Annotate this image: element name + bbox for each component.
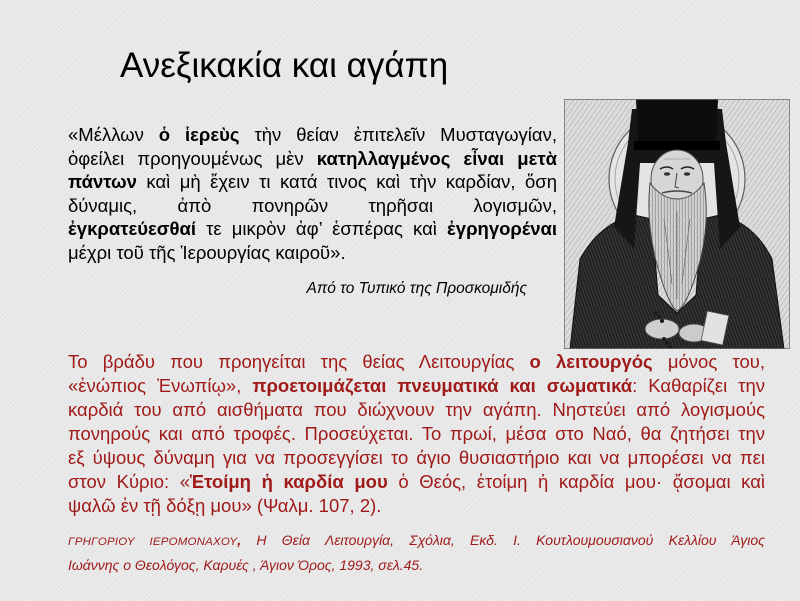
patristic-quote bbox=[68, 123, 557, 265]
quote-line bbox=[68, 123, 557, 147]
quote-text: τὴν θείαν ἐπιτελεῖν Μυσταγωγίαν, bbox=[239, 124, 557, 145]
quote-text: τε μικρὸν ἀφ’ ἑσπέρας καὶ bbox=[195, 218, 447, 240]
commentary-line bbox=[68, 494, 765, 518]
commentary-paragraph bbox=[68, 350, 765, 518]
citation-text: Ιωάννης ο Θεολόγος, Καρυές , Άγιον Όρος, 1993, σελ.45. bbox=[68, 557, 424, 573]
quote-text: ὀφείλει προηγουμένως μὲν bbox=[68, 147, 317, 169]
citation-line bbox=[68, 554, 765, 577]
monk-portrait-image bbox=[564, 99, 790, 349]
commentary-text: : Καθαρίζει την bbox=[632, 375, 766, 396]
quote-line bbox=[68, 147, 557, 171]
quote-emphasis: κατηλλαγμένος εἶναι μετὰ bbox=[316, 147, 557, 169]
monk-hat bbox=[636, 99, 718, 145]
commentary-text: «ἐνώπιος Ἐνωπίῳ», bbox=[68, 375, 253, 396]
citation-line bbox=[68, 529, 765, 554]
commentary-text: πονηρούς και από τροφές. Προσεύχεται. Το πρωί, μέσα στο Ναό, θα ζητήσει την bbox=[68, 423, 765, 444]
commentary-line bbox=[68, 446, 765, 470]
commentary-emphasis: Ἑτοίμη ἡ καρδία μου bbox=[190, 471, 388, 492]
quote-line bbox=[68, 241, 557, 265]
quote-text: καὶ μὴ ἔχειν τι κατά τινος καὶ τὴν καρδίαν, ὅση bbox=[136, 171, 557, 193]
commentary-line bbox=[68, 374, 765, 398]
quote-text: δύναμις, ἀπὸ πονηρῶν τηρῆσαι λογισμῶν, bbox=[68, 194, 557, 216]
commentary-text: ψαλῶ ἐν τῇ δόξῃ μου» (Ψαλμ. 107, 2). bbox=[68, 495, 382, 516]
quote-line bbox=[68, 194, 557, 218]
quote-line bbox=[68, 170, 557, 194]
bibliographic-citation bbox=[68, 529, 765, 577]
quote-emphasis: πάντων bbox=[68, 171, 137, 193]
quote-source: Από το Τυπικό της Προσκομιδής bbox=[306, 280, 527, 297]
quote-text: μέχρι τοῦ τῆς Ἱερουργίας καιροῦ». bbox=[68, 241, 346, 263]
commentary-text: μόνος του, bbox=[652, 351, 765, 372]
commentary-text: Το βράδυ που προηγείται της θείας Λειτουργίας bbox=[68, 351, 530, 372]
quote-emphasis: ὁ ἱερεὺς bbox=[158, 124, 240, 145]
citation-text: Η Θεία Λειτουργία, Σχόλια, Εκδ. Ι. Κουτλουμουσιανού Κελλίου Άγιος bbox=[241, 532, 765, 548]
quote-emphasis: ἐγκρατεύεσθαί bbox=[68, 218, 196, 240]
commentary-line bbox=[68, 422, 765, 446]
commentary-emphasis: προετοιμάζεται πνευματικά και σωματικά bbox=[252, 375, 633, 396]
quote-emphasis: ἐγρηγορέναι bbox=[447, 218, 557, 240]
quote-text: «Μέλλων bbox=[68, 124, 159, 145]
commentary-text: ὁ Θεός, ἑτοίμη ἡ καρδία μου· ᾄσομαι καὶ bbox=[387, 471, 765, 492]
commentary-line bbox=[68, 470, 765, 494]
quote-line bbox=[68, 217, 557, 241]
commentary-line bbox=[68, 398, 765, 422]
citation-author: ΓΡΗΓΟΡΙΟΥ ΙΕΡΟΜΟΝΑΧΟΥ bbox=[68, 536, 238, 548]
commentary-text: στον Κύριο: « bbox=[68, 471, 191, 492]
hat-band bbox=[634, 141, 720, 150]
citation-author-comma: , bbox=[237, 532, 242, 548]
commentary-line bbox=[68, 350, 765, 374]
commentary-text: εξ ύψους δύναμη για να προσεγγίσει το άγιο θυσιαστήριο και να μπορέσει να πει bbox=[68, 447, 765, 468]
commentary-text: καρδιά του από αισθήματα που διώχνουν την αγάπη. Νηστεύει από λογισμούς bbox=[68, 399, 765, 420]
commentary-emphasis: ο λειτουργός bbox=[529, 351, 653, 372]
slide-title: Ανεξικακία και αγάπη bbox=[120, 46, 449, 85]
